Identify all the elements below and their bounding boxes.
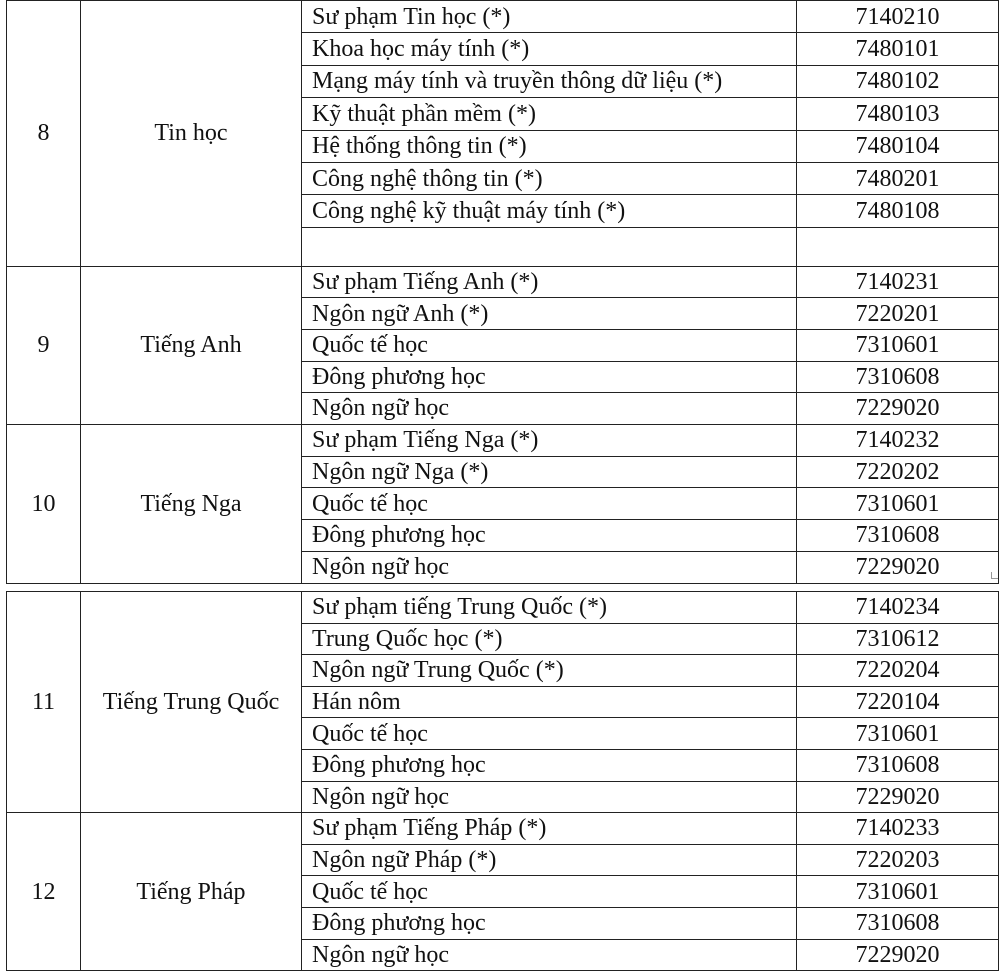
major-code: 7220201 bbox=[797, 298, 999, 330]
major-name: Ngôn ngữ học bbox=[302, 939, 797, 971]
major-name: Đông phương học bbox=[302, 361, 797, 393]
major-name: Khoa học máy tính (*) bbox=[302, 33, 797, 65]
major-name: Hệ thống thông tin (*) bbox=[302, 130, 797, 162]
major-code: 7310601 bbox=[797, 718, 999, 750]
major-code: 7220104 bbox=[797, 686, 999, 718]
major-code: 7310601 bbox=[797, 876, 999, 908]
major-code: 7310608 bbox=[797, 749, 999, 781]
group-number: 11 bbox=[7, 592, 81, 813]
major-name: Quốc tế học bbox=[302, 488, 797, 520]
major-code: 7140210 bbox=[797, 1, 999, 33]
group-subject: Tiếng Nga bbox=[81, 424, 302, 583]
major-code: 7310601 bbox=[797, 329, 999, 361]
major-name: Ngôn ngữ Nga (*) bbox=[302, 456, 797, 488]
table-row bbox=[7, 813, 999, 845]
group-subject: Tiếng Trung Quốc bbox=[81, 592, 302, 813]
major-name: Kỹ thuật phần mềm (*) bbox=[302, 98, 797, 130]
major-code: 7480101 bbox=[797, 33, 999, 65]
major-name: Ngôn ngữ Trung Quốc (*) bbox=[302, 655, 797, 687]
major-code: 7310612 bbox=[797, 623, 999, 655]
major-code: 7220204 bbox=[797, 655, 999, 687]
group-number: 12 bbox=[7, 813, 81, 971]
group-subject: Tin học bbox=[81, 1, 302, 267]
major-name: Sư phạm Tiếng Nga (*) bbox=[302, 424, 797, 456]
major-name: Trung Quốc học (*) bbox=[302, 623, 797, 655]
major-name: Sư phạm Tiếng Pháp (*) bbox=[302, 813, 797, 845]
majors-table-part-1 bbox=[6, 0, 999, 584]
major-name: Sư phạm tiếng Trung Quốc (*) bbox=[302, 592, 797, 624]
table-row bbox=[7, 1, 999, 33]
group-subject: Tiếng Pháp bbox=[81, 813, 302, 971]
major-name: Ngôn ngữ học bbox=[302, 393, 797, 425]
majors-table-part-2 bbox=[6, 591, 999, 971]
major-code: 7140233 bbox=[797, 813, 999, 845]
major-code-empty bbox=[797, 227, 999, 266]
table-row bbox=[7, 266, 999, 298]
major-name: Sư phạm Tin học (*) bbox=[302, 1, 797, 33]
major-code: 7229020 bbox=[797, 551, 999, 583]
major-name: Ngôn ngữ Pháp (*) bbox=[302, 844, 797, 876]
major-code: 7480108 bbox=[797, 195, 999, 227]
major-code: 7480104 bbox=[797, 130, 999, 162]
major-name: Công nghệ kỹ thuật máy tính (*) bbox=[302, 195, 797, 227]
major-name: Quốc tế học bbox=[302, 718, 797, 750]
major-code: 7140234 bbox=[797, 592, 999, 624]
table-row bbox=[7, 592, 999, 624]
major-name: Quốc tế học bbox=[302, 329, 797, 361]
group-subject: Tiếng Anh bbox=[81, 266, 302, 424]
major-code: 7220203 bbox=[797, 844, 999, 876]
major-code: 7480103 bbox=[797, 98, 999, 130]
major-name: Đông phương học bbox=[302, 749, 797, 781]
major-name: Đông phương học bbox=[302, 907, 797, 939]
page-break-mark bbox=[991, 572, 998, 579]
group-number: 9 bbox=[7, 266, 81, 424]
major-code: 7220202 bbox=[797, 456, 999, 488]
major-code: 7310608 bbox=[797, 361, 999, 393]
major-name: Ngôn ngữ học bbox=[302, 551, 797, 583]
majors-table-body bbox=[7, 592, 999, 971]
major-code: 7229020 bbox=[797, 939, 999, 971]
majors-table-body bbox=[7, 1, 999, 584]
major-name-empty bbox=[302, 227, 797, 266]
major-code: 7140232 bbox=[797, 424, 999, 456]
major-code: 7310608 bbox=[797, 520, 999, 552]
group-number: 10 bbox=[7, 424, 81, 583]
major-code: 7229020 bbox=[797, 393, 999, 425]
major-name: Mạng máy tính và truyền thông dữ liệu (*) bbox=[302, 65, 797, 97]
major-code: 7140231 bbox=[797, 266, 999, 298]
group-number: 8 bbox=[7, 1, 81, 267]
major-code: 7480102 bbox=[797, 65, 999, 97]
major-name: Đông phương học bbox=[302, 520, 797, 552]
major-name: Hán nôm bbox=[302, 686, 797, 718]
major-name: Quốc tế học bbox=[302, 876, 797, 908]
major-code: 7310601 bbox=[797, 488, 999, 520]
major-name: Ngôn ngữ Anh (*) bbox=[302, 298, 797, 330]
table-row bbox=[7, 424, 999, 456]
major-code: 7310608 bbox=[797, 907, 999, 939]
major-name: Công nghệ thông tin (*) bbox=[302, 162, 797, 194]
major-name: Ngôn ngữ học bbox=[302, 781, 797, 813]
major-name: Sư phạm Tiếng Anh (*) bbox=[302, 266, 797, 298]
major-code: 7480201 bbox=[797, 162, 999, 194]
major-code: 7229020 bbox=[797, 781, 999, 813]
